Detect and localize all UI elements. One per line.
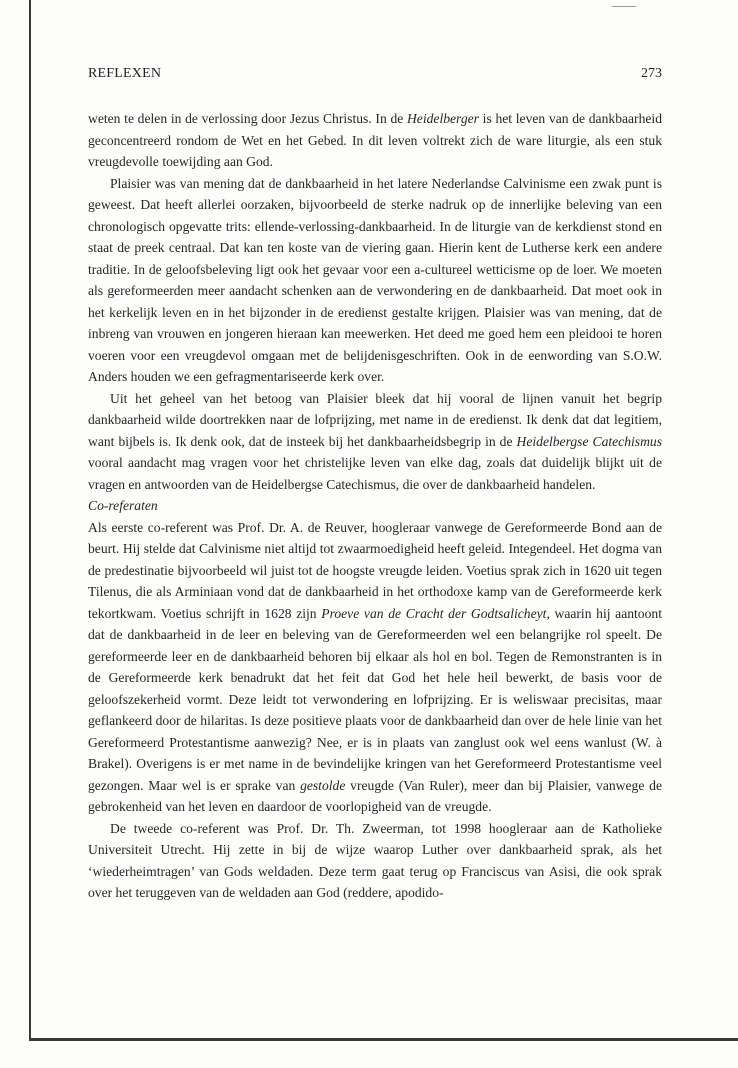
- paragraph-5: De tweede co-referent was Prof. Dr. Th. Zweerman, tot 1998 hoogleraar aan de Katholieke Universiteit Utrecht. Hij zette in bij de wijze waarop Luther over dankbaarheid sprak, als het ‘wiederheimtragen’ van Gods weldaden. Deze term gaat terug op Franciscus van Asisi, die ook sprak over het teruggeven van de weldaden aan God (reddere, apodido-: [88, 820, 662, 900]
- page-header: [88, 66, 662, 84]
- section-heading: Co-referaten: [88, 498, 158, 513]
- page-edge-left: [29, 0, 31, 1040]
- running-head: REFLEXEN: [88, 66, 162, 81]
- paragraph-1: weten te delen in de verlossing door Jezus Christus. In de Heidelberger is het leven van de dankbaarheid geconcentreerd rondom de Wet en het Gebed. In dit leven voltrekt zich de ware liturgie, als een stuk vreugdevolle toewijding aan God.: [88, 111, 662, 169]
- italic-term: gestolde: [300, 777, 346, 793]
- italic-title: Heidelberger: [406, 111, 479, 126]
- page-number: 273: [641, 66, 662, 81]
- paragraph-3: Uit het geheel van het betoog van Plaisier bleek dat hij vooral de lijnen vanuit het begrip dankbaarheid wilde doortrekken naar de lofprijzing, met name in de eredienst. Ik denk dat dat legitiem, want bijbels is. Ik denk ook, dat de insteek bij het dankbaarheidsbegrip in de Heidelbergse Catechismus vooral aandacht mag vragen voor het christelijke leven van elke dag, zoals dat duidelijk blijkt uit de vragen en antwoorden van de Heidelbergse Catechismus, die over de dankbaarheid handelen.: [88, 390, 662, 492]
- scan-mark: [612, 6, 636, 7]
- paragraph-2: Plaisier was van mening dat de dankbaarheid in het latere Nederlandse Calvinisme een zwak punt is geweest. Dat heeft allerlei oorzaken, bijvoorbeeld de sterke nadruk op de innerlijke beleving van een chronologisch opgevatte trits: ellende-verlossing-dankbaarheid. In de liturgie van de kerkdienst stond en staat de preek centraal. Dat kan ten koste van de viering gaan. Hierin kent de Lutherse kerk een andere traditie. In de geloofsbeleving ligt ook het gevaar voor een a-cultureel wetticisme op de loer. We moeten als gereformeerden meer aandacht schenken aan de verwondering en de dankbaarheid. Dat moet ook in het kerkelijk leven en in het bijzonder in de eredienst gestalte krijgen. Plaisier was van mening, dat de inbreng van vrouwen en jongeren hieraan kan meewerken. Het deed me goed hem een pleidooi te horen voeren voor een vreugdevol omgaan met de belijdenisgeschriften. Ook in de eenwording van S.O.W. Anders houden we een gefragmentariseerde kerk over.: [88, 175, 662, 384]
- body-text: [88, 108, 662, 904]
- italic-title: Proeve van de Cracht der Godtsalicheyt: [321, 605, 547, 621]
- italic-title: Heidelbergse Catechismus: [516, 433, 662, 449]
- paragraph-4: Als eerste co-referent was Prof. Dr. A. de Reuver, hoogleraar vanwege de Gereformeerde Bond aan de beurt. Hij stelde dat Calvinisme niet altijd tot zwaarmoedigheid heeft geleid. Integendeel. Het dogma van de predestinatie bijvoorbeeld wil juist tot de hoogste vreugde leiden. Voetius sprak zich in 1620 uit tegen Tilenus, die als Arminiaan vond dat de dankbaarheid in het orthodoxe kamp van de Gereformeerde kerk tekortkwam. Voetius schrijft in 1628 zijn Proeve van de Cracht der Godtsalicheyt, waarin hij aantoont dat de dankbaarheid in de leer en beleving van de Gereformeerden wel een belangrijke rol speelt. De gereformeerde leer en de dankbaarheid behoren bij elkaar als hol en bol. Tegen de Remonstranten is in de Gereformeerde kerk benadrukt dat het feit dat God het hele heil bewerkt, de basis voor de geloofszekerheid vormt. Deze leidt tot verwondering en lofprijzing. Er is weliswaar precisitas, maar geflankeerd door de hilaritas. Is deze positieve plaats voor de dankbaarheid dan over de hele linie van het Gereformeerd Protestantisme aanwezig? Nee, er is in plaats van zanglust ook wel eens wanlust (W. à Brakel). Overigens is er met name in de bevindelijke kringen van het Gereformeerd Protestantisme veel gezongen. Maar wel is er sprake van gestolde vreugde (Van Ruler), meer dan bij Plaisier, vanwege de gebrokenheid van het leven en daardoor de voorlopigheid van de vreugde.: [88, 519, 662, 814]
- page-edge-bottom: [29, 1038, 738, 1041]
